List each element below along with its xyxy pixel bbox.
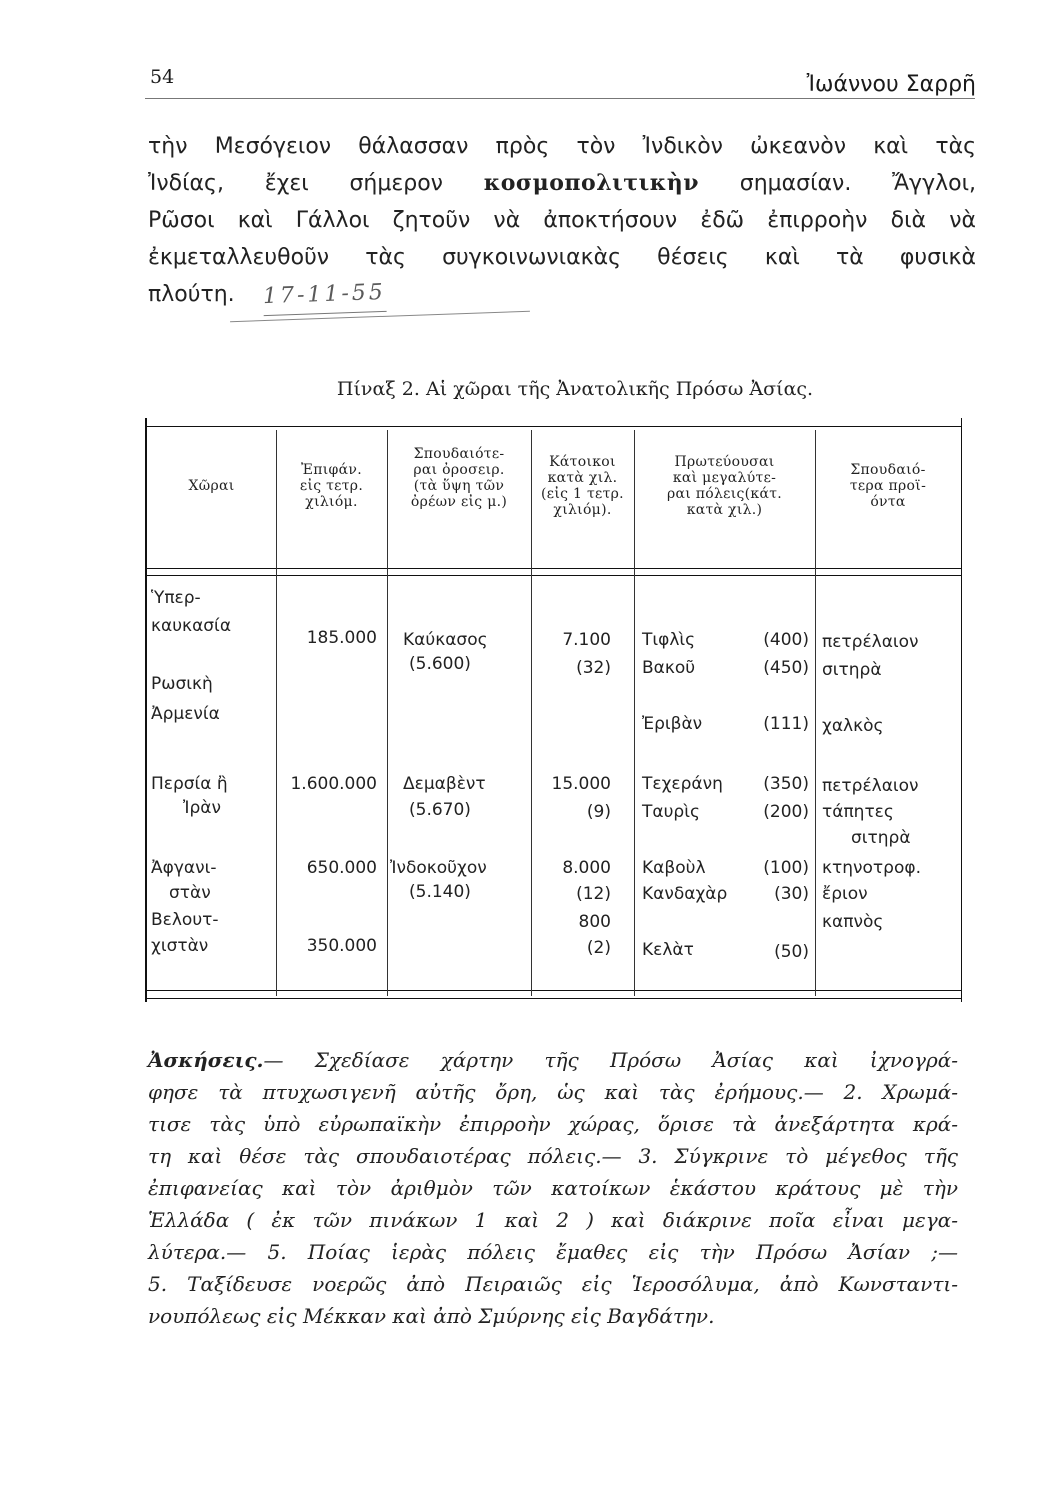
exercise-line: φησε τὰ πτυχωσιγενῆ αὐτῆς ὄρη, ὡς καὶ τὰς ἐρήμους.— 2. Χρωμά- (148, 1080, 958, 1104)
column-header: Κάτοικοι κατὰ χιλ. (εἰς 1 τετρ. χιλιόμ). (541, 454, 624, 518)
intro-text: σημασίαν. Ἄγγλοι, (739, 171, 977, 196)
table-cell: 8.000 (562, 858, 611, 878)
table-cell: πετρέλαιον (822, 776, 919, 796)
table-cell: σιτηρὰ (851, 828, 911, 848)
table-cell: Ταυρὶς (642, 802, 700, 822)
table-cell: 350.000 (306, 936, 377, 956)
column-header: Χῶραι (188, 478, 235, 494)
running-title: Ἰωάννου Σαρρῆ (806, 72, 976, 97)
table-bottom-rule (147, 998, 961, 999)
intro-line: Ρῶσοι καὶ Γάλλοι ζητοῦν νὰ ἀποκτήσουν ἐδῶ ἐπιρροὴν διὰ νὰ (148, 208, 976, 233)
table-cell: Ἀφγανι- (151, 858, 217, 878)
header-rule (147, 575, 961, 576)
table-cell: τάπητες (822, 802, 894, 822)
header-rule (147, 568, 961, 569)
table-cell: στὰν (169, 883, 211, 903)
table-bottom-rule (147, 990, 961, 991)
page-number: 54 (150, 66, 175, 88)
exercise-line (148, 1044, 958, 1076)
column-divider (276, 430, 277, 996)
exercise-line: λύτερα.— 5. Ποίας ἱερὰς πόλεις ἔμαθες εἰς τὴν Πρόσω Ἀσίαν ;— (148, 1240, 958, 1264)
table-cell: Τιφλὶς (642, 630, 696, 650)
exercises-section (148, 1044, 958, 1332)
intro-text: Ἰνδίας, ἔχει σήμερον (148, 171, 443, 196)
table-cell: (5.600) (409, 654, 471, 674)
table-cell: Κανδαχὰρ (642, 884, 728, 904)
column-divider (815, 430, 816, 996)
table-cell: 800 (578, 912, 611, 932)
table-cell: Καύκασος (403, 630, 488, 650)
table-cell: καπνὸς (822, 912, 884, 932)
table-cell: κτηνοτροφ. (822, 858, 921, 878)
column-divider (387, 430, 388, 996)
table-cell: (111) (763, 714, 809, 734)
header-rule (145, 98, 975, 99)
table-cell: 15.000 (551, 774, 611, 794)
table-cell: Κελὰτ (642, 940, 694, 960)
table-cell: Περσία ἢ (151, 774, 228, 794)
column-header: Ἐπιφάν. εἰς τετρ. χιλιόμ. (299, 462, 364, 510)
table-cell: Ὑπερ- (151, 588, 201, 608)
exercise-line: νουπόλεως εἰς Μέκκαν καὶ ἀπὸ Σμύρνης εἰς Βαγδάτην. (148, 1304, 715, 1328)
table-cell: Ἀρμενία (151, 704, 220, 724)
table-cell: 7.100 (562, 630, 611, 650)
table-cell: σιτηρὰ (822, 660, 882, 680)
table-cell: Δεμαβὲντ (403, 774, 486, 794)
intro-line: ἐκμεταλλευθοῦν τὰς συγκοινωνιακὰς θέσεις καὶ τὰ φυσικὰ (148, 245, 976, 270)
handwritten-date: 17-11-55 (262, 274, 386, 316)
exercise-line: 5. Ταξίδευσε νοερῶς ἀπὸ Πειραιῶς εἰς Ἱεροσόλυμα, ἀπὸ Κωνσταντι- (148, 1272, 958, 1296)
table-cell: (50) (774, 942, 809, 962)
table-cell: Βελουτ- (151, 910, 219, 930)
table-cell: (32) (576, 658, 611, 678)
table-cell: (400) (763, 630, 809, 650)
table-cell: (450) (763, 658, 809, 678)
exercise-line: τη καὶ θέσε τὰς σπουδαιοτέρας πόλεις.— 3. Σύγκρινε τὸ μέγεθος τῆς (148, 1144, 958, 1168)
exercises-label: Ἀσκήσεις. (148, 1048, 264, 1072)
exercise-text: — Σχεδίασε χάρτην τῆς Πρόσω Ἀσίας καὶ ἰχνογρά- (263, 1048, 958, 1072)
table-cell: πετρέλαιον (822, 632, 919, 652)
exercise-line: τισε τὰς ὑπὸ εὐρωπαϊκὴν ἐπιρροὴν χώρας, ὅρισε τὰ ἀνεξάρτητα κρά- (148, 1112, 958, 1136)
emphasized-word: κοσμοπολιτικὴν (483, 170, 699, 196)
exercise-line: Ἑλλάδα ( ἐκ τῶν πινάκων 1 καὶ 2 ) καὶ διάκρινε ποῖα εἶναι μεγα- (148, 1208, 958, 1232)
data-table (145, 418, 962, 1002)
intro-text: πλούτη. (148, 282, 235, 307)
table-cell: Ἐριβὰν (642, 714, 703, 734)
table-cell: (5.670) (409, 800, 471, 820)
table-caption-text: Πίναξ 2. Αἱ χῶραι τῆς Ἀνατολικῆς Πρόσω Ἀσίας. (336, 378, 814, 400)
table-cell: Ἰνδοκοῦχον (390, 858, 487, 878)
intro-line (148, 165, 976, 202)
table-cell: Καβοὺλ (642, 858, 706, 878)
column-header: Σπουδαιό- τερα προϊ- όντα (849, 462, 927, 510)
exercise-line: ἐπιφανείας καὶ τὸν ἀριθμὸν τῶν κατοίκων ἑκάστου κράτους μὲ τὴν (148, 1176, 958, 1200)
column-header: Σπουδαιότε- ραι ὀροσειρ. (τὰ ὕψη τῶν ὀρέων εἰς μ.) (410, 446, 508, 510)
table-caption (0, 378, 1038, 400)
intro-paragraph (148, 128, 976, 313)
table-cell: (30) (774, 884, 809, 904)
table-top-rule (147, 426, 961, 427)
table-cell: (9) (586, 802, 611, 822)
table-cell: Βακοῦ (642, 658, 696, 678)
table-cell: 650.000 (306, 858, 377, 878)
table-cell: Ἰρὰν (183, 798, 221, 818)
table-cell: (350) (763, 774, 809, 794)
table-cell: ἔριον (822, 884, 868, 904)
table-cell: χαλκὸς (822, 716, 884, 736)
table-cell: Ρωσικὴ (151, 674, 213, 694)
table-cell: (12) (576, 884, 611, 904)
intro-line: τὴν Μεσόγειον θάλασσαν πρὸς τὸν Ἰνδικὸν ὠκεανὸν καὶ τὰς (148, 134, 976, 159)
table-cell: (100) (763, 858, 809, 878)
table-cell: (5.140) (409, 882, 471, 902)
table-cell: (2) (586, 938, 611, 958)
table-cell: 1.600.000 (290, 774, 377, 794)
column-header: Πρωτεύουσαι καὶ μεγαλύτε- ραι πόλεις(κάτ. κατὰ χιλ.) (666, 454, 783, 518)
table-cell: καυκασία (151, 616, 232, 636)
table-cell: 185.000 (306, 628, 377, 648)
table-cell: (200) (763, 802, 809, 822)
table-cell: χιστὰν (151, 936, 209, 956)
intro-line (148, 276, 976, 313)
table-cell: Τεχεράνη (642, 774, 723, 794)
